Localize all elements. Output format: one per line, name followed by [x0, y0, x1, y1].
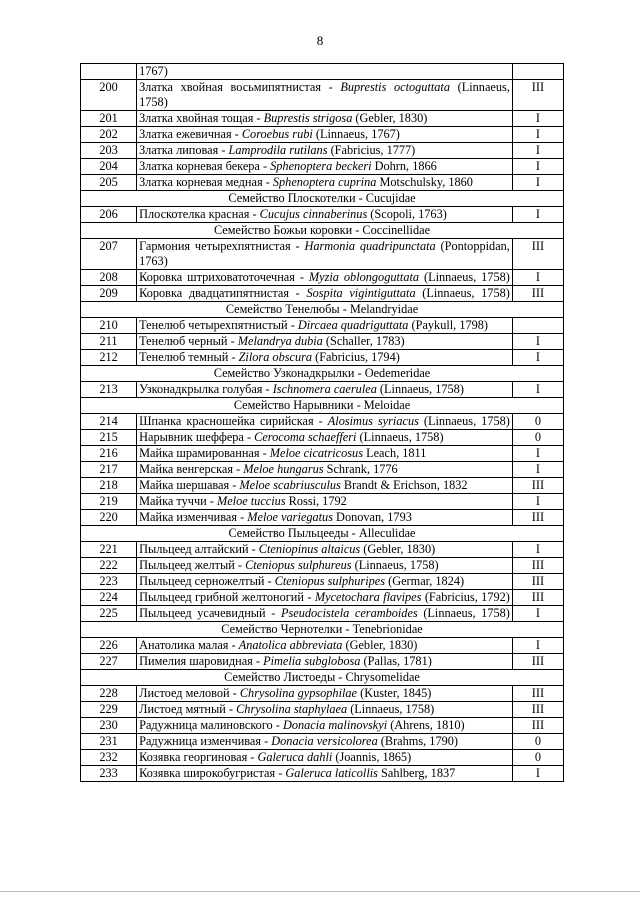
name-text: Златка липовая -	[139, 143, 229, 157]
name-text: (Linnaeus, 1758)	[139, 80, 510, 109]
name-text: (Paykull, 1798)	[408, 318, 489, 332]
name-text: (Ahrens, 1810)	[387, 718, 465, 732]
latin-name: Zilora obscura	[238, 350, 313, 364]
status-category: I	[512, 494, 563, 510]
name-text: Узконадкрылка голубая -	[139, 382, 273, 396]
species-name	[137, 478, 513, 494]
name-text: (Fabricius, 1792)	[421, 590, 510, 604]
species-name	[137, 574, 513, 590]
status-category: I	[512, 175, 563, 191]
name-text: (Linnaeus, 1758)	[418, 414, 510, 428]
species-number: 225	[81, 606, 137, 622]
species-name	[137, 542, 513, 558]
family-heading: Семейство Нарывники - Meloidae	[81, 398, 564, 414]
status-category: III	[512, 478, 563, 494]
species-number: 231	[81, 734, 137, 750]
name-text: (Linnaeus, 1758)	[351, 558, 439, 572]
name-text: Пимелия шаровидная -	[139, 654, 264, 668]
species-name	[137, 462, 513, 478]
name-text: (Schaller, 1783)	[322, 334, 405, 348]
species-number: 217	[81, 462, 137, 478]
status-category: 0	[512, 750, 563, 766]
latin-name: Lamprodila rutilans	[228, 143, 328, 157]
species-number: 203	[81, 143, 137, 159]
latin-name: Sospita vigintiguttata	[306, 286, 416, 300]
status-category: I	[512, 143, 563, 159]
species-name	[137, 111, 513, 127]
status-category: I	[512, 334, 563, 350]
species-row	[81, 318, 564, 334]
family-header-row	[81, 223, 564, 239]
status-category: 0	[512, 734, 563, 750]
species-row	[81, 111, 564, 127]
species-name	[137, 270, 513, 286]
species-name	[137, 334, 513, 350]
name-text: Златка хвойная тощая -	[139, 111, 264, 125]
latin-name: Meloe cicatricosus	[269, 446, 363, 460]
species-number: 204	[81, 159, 137, 175]
name-text: Плоскотелка красная -	[139, 207, 260, 221]
latin-name: Donacia malinovskyi	[282, 718, 388, 732]
latin-name: Pseudocistela ceramboides	[280, 606, 418, 620]
status-category: I	[512, 350, 563, 366]
name-text: Пыльцеед усачевидный -	[139, 606, 281, 620]
family-heading: Семейство Чернотелки - Tenebrionidae	[81, 622, 564, 638]
name-text: Майка шершавая -	[139, 478, 240, 492]
species-number: 210	[81, 318, 137, 334]
name-text: Rossi, 1792	[285, 494, 347, 508]
latin-name: Alosimus syriacus	[327, 414, 419, 428]
species-name	[137, 64, 513, 80]
species-name	[137, 590, 513, 606]
species-row	[81, 80, 564, 111]
name-text: Dohrn, 1866	[371, 159, 437, 173]
status-category: I	[512, 542, 563, 558]
species-name	[137, 718, 513, 734]
latin-name: Chrysolina staphylaea	[236, 702, 348, 716]
name-text: (Linnaeus, 1758)	[417, 606, 510, 620]
status-category	[512, 318, 563, 334]
species-name	[137, 239, 513, 270]
species-row	[81, 334, 564, 350]
species-row	[81, 638, 564, 654]
species-row	[81, 286, 564, 302]
species-row	[81, 270, 564, 286]
latin-name: Cteniopus sulphuripes	[274, 574, 386, 588]
name-text: (Linnaeus, 1758)	[415, 286, 510, 300]
species-row	[81, 430, 564, 446]
latin-name: Pimelia subglobosa	[263, 654, 361, 668]
name-text: Пыльцеед алтайский -	[139, 542, 259, 556]
latin-name: Melandrya dubia	[237, 334, 323, 348]
species-number: 233	[81, 766, 137, 782]
status-category: III	[512, 286, 563, 302]
species-row	[81, 478, 564, 494]
species-name	[137, 750, 513, 766]
species-row	[81, 143, 564, 159]
species-name	[137, 350, 513, 366]
status-category: I	[512, 207, 563, 223]
family-header-row	[81, 622, 564, 638]
species-row	[81, 382, 564, 398]
family-header-row	[81, 526, 564, 542]
species-name	[137, 494, 513, 510]
name-text: (Fabricius, 1794)	[312, 350, 400, 364]
name-text: Коровка двадцатипятнистая -	[139, 286, 307, 300]
species-row	[81, 64, 564, 80]
species-name	[137, 127, 513, 143]
species-number: 221	[81, 542, 137, 558]
latin-name: Mycetochara flavipes	[314, 590, 422, 604]
species-name	[137, 414, 513, 430]
latin-name: Donacia versicolorea	[271, 734, 378, 748]
species-name	[137, 510, 513, 526]
status-category: III	[512, 686, 563, 702]
latin-name: Sphenoptera beckeri	[270, 159, 372, 173]
species-number: 214	[81, 414, 137, 430]
species-number: 207	[81, 239, 137, 270]
species-table-body	[81, 64, 564, 782]
species-number: 228	[81, 686, 137, 702]
name-text: (Kuster, 1845)	[357, 686, 432, 700]
family-header-row	[81, 670, 564, 686]
latin-name: Galeruca dahli	[257, 750, 333, 764]
species-row	[81, 718, 564, 734]
family-heading: Семейство Плоскотелки - Cucujidae	[81, 191, 564, 207]
species-name	[137, 286, 513, 302]
species-name	[137, 558, 513, 574]
latin-name: Cteniopus sulphureus	[245, 558, 352, 572]
latin-name: Meloe variegatus	[247, 510, 333, 524]
name-text: (Linnaeus, 1758)	[347, 702, 435, 716]
species-name	[137, 638, 513, 654]
page-number: 8	[316, 33, 324, 48]
status-category: I	[512, 446, 563, 462]
family-heading: Семейство Божьи коровки - Coccinellidae	[81, 223, 564, 239]
name-text: Майка венгерская -	[139, 462, 244, 476]
species-name	[137, 175, 513, 191]
latin-name: Coroebus rubi	[241, 127, 313, 141]
species-row	[81, 510, 564, 526]
name-text: Козявка георгиновая -	[139, 750, 258, 764]
name-text: (Fabricius, 1777)	[327, 143, 416, 157]
species-row	[81, 574, 564, 590]
species-name	[137, 446, 513, 462]
species-number: 208	[81, 270, 137, 286]
latin-name: Dircaea quadriguttata	[297, 318, 409, 332]
species-number: 216	[81, 446, 137, 462]
name-text: Листоед меловой -	[139, 686, 240, 700]
latin-name: Sphenoptera cuprina	[272, 175, 377, 189]
status-category: III	[512, 510, 563, 526]
latin-name: Meloe tuccius	[216, 494, 286, 508]
species-row	[81, 766, 564, 782]
family-heading: Семейство Узконадкрылки - Oedemeridae	[81, 366, 564, 382]
species-name	[137, 318, 513, 334]
species-row	[81, 175, 564, 191]
status-category: I	[512, 638, 563, 654]
latin-name: Chrysolina gypsophilae	[239, 686, 358, 700]
species-name	[137, 702, 513, 718]
name-text: Тенелюб черный -	[139, 334, 238, 348]
species-row	[81, 702, 564, 718]
status-category: III	[512, 574, 563, 590]
name-text: Радужница малиновского -	[139, 718, 283, 732]
species-number	[81, 64, 137, 80]
species-number: 200	[81, 80, 137, 111]
status-category: I	[512, 462, 563, 478]
name-text: Пыльцеед желтый -	[139, 558, 246, 572]
name-text: Пыльцеед серножелтый -	[139, 574, 275, 588]
status-category: I	[512, 111, 563, 127]
name-text: Листоед мятный -	[139, 702, 237, 716]
species-number: 223	[81, 574, 137, 590]
name-text: (Joannis, 1865)	[332, 750, 412, 764]
name-text: Тенелюб темный -	[139, 350, 239, 364]
latin-name: Cerocoma schaefferi	[254, 430, 357, 444]
name-text: Пыльцеед грибной желтоногий -	[139, 590, 315, 604]
name-text: Sahlberg, 1837	[377, 766, 456, 780]
species-number: 202	[81, 127, 137, 143]
species-name	[137, 654, 513, 670]
species-number: 206	[81, 207, 137, 223]
status-category: I	[512, 159, 563, 175]
latin-name: Buprestis octoguttata	[340, 80, 450, 94]
family-header-row	[81, 398, 564, 414]
latin-name: Cteniopinus altaicus	[258, 542, 361, 556]
latin-name: Buprestis strigosa	[263, 111, 353, 125]
species-number: 219	[81, 494, 137, 510]
name-text: (Linnaeus, 1758)	[376, 382, 464, 396]
species-row	[81, 654, 564, 670]
species-row	[81, 750, 564, 766]
species-row	[81, 590, 564, 606]
species-row	[81, 734, 564, 750]
status-category: III	[512, 654, 563, 670]
species-row	[81, 446, 564, 462]
latin-name: Meloe hungarus	[243, 462, 324, 476]
status-category: III	[512, 80, 563, 111]
family-header-row	[81, 302, 564, 318]
species-number: 215	[81, 430, 137, 446]
species-row	[81, 494, 564, 510]
name-text: (Linnaeus, 1767)	[312, 127, 400, 141]
name-text: Златка ежевичная -	[139, 127, 242, 141]
species-name	[137, 143, 513, 159]
name-text: (Brahms, 1790)	[377, 734, 458, 748]
species-name	[137, 207, 513, 223]
bottom-divider	[0, 891, 640, 892]
name-text: Шпанка красношейка сирийская -	[139, 414, 328, 428]
species-number: 212	[81, 350, 137, 366]
status-category: I	[512, 766, 563, 782]
latin-name: Meloe scabriusculus	[239, 478, 341, 492]
species-number: 205	[81, 175, 137, 191]
species-number: 222	[81, 558, 137, 574]
species-name	[137, 734, 513, 750]
species-name	[137, 606, 513, 622]
species-number: 220	[81, 510, 137, 526]
species-name	[137, 766, 513, 782]
name-text: (Gebler, 1830)	[342, 638, 418, 652]
latin-name: Myzia oblongoguttata	[308, 270, 420, 284]
species-row	[81, 159, 564, 175]
latin-name: Harmonia quadripunctata	[304, 239, 436, 253]
status-category: III	[512, 590, 563, 606]
species-row	[81, 127, 564, 143]
name-text: Козявка широкобугристая -	[139, 766, 286, 780]
species-row	[81, 606, 564, 622]
name-text: Майка шрамированная -	[139, 446, 270, 460]
name-text: Brandt & Erichson, 1832	[340, 478, 468, 492]
latin-name: Anatolica abbreviata	[238, 638, 343, 652]
family-header-row	[81, 191, 564, 207]
status-category: I	[512, 270, 563, 286]
species-row	[81, 414, 564, 430]
species-row	[81, 207, 564, 223]
species-number: 211	[81, 334, 137, 350]
status-category	[512, 64, 563, 80]
status-category: III	[512, 702, 563, 718]
status-category: I	[512, 127, 563, 143]
name-text: (Pontoppidan, 1763)	[139, 239, 510, 268]
name-text: Motschulsky, 1860	[376, 175, 473, 189]
name-text: (Gebler, 1830)	[352, 111, 428, 125]
latin-name: Ischnomera caerulea	[272, 382, 377, 396]
species-row	[81, 350, 564, 366]
name-text: (Pallas, 1781)	[360, 654, 432, 668]
species-row	[81, 686, 564, 702]
status-category: III	[512, 558, 563, 574]
name-text: (Linnaeus, 1758)	[419, 270, 510, 284]
name-text: (Linnaeus, 1758)	[356, 430, 444, 444]
species-row	[81, 542, 564, 558]
name-text: Златка корневая медная -	[139, 175, 273, 189]
name-text: (Germar, 1824)	[385, 574, 465, 588]
species-name	[137, 686, 513, 702]
status-category: I	[512, 606, 563, 622]
species-number: 209	[81, 286, 137, 302]
name-text: Leach, 1811	[363, 446, 427, 460]
status-category: III	[512, 718, 563, 734]
species-table	[80, 63, 564, 782]
name-text: (Gebler, 1830)	[360, 542, 436, 556]
family-header-row	[81, 366, 564, 382]
family-heading: Семейство Пыльцееды - Alleculidae	[81, 526, 564, 542]
name-text: Майка изменчивая -	[139, 510, 248, 524]
species-number: 201	[81, 111, 137, 127]
name-text: Златка хвойная восьмипятнистая -	[139, 80, 341, 94]
name-text: (Scopoli, 1763)	[367, 207, 447, 221]
species-name	[137, 430, 513, 446]
status-category: III	[512, 239, 563, 270]
name-text: Коровка штриховатоточечная -	[139, 270, 309, 284]
name-text: Нарывник шеффера -	[139, 430, 255, 444]
species-number: 213	[81, 382, 137, 398]
species-number: 230	[81, 718, 137, 734]
name-text: Радужница изменчивая -	[139, 734, 272, 748]
name-text: Donovan, 1793	[332, 510, 412, 524]
name-text: Тенелюб четырехпятнистый -	[139, 318, 298, 332]
latin-name: Galeruca laticollis	[285, 766, 378, 780]
species-number: 229	[81, 702, 137, 718]
status-category: 0	[512, 414, 563, 430]
latin-name: Cucujus cinnaberinus	[259, 207, 368, 221]
species-number: 224	[81, 590, 137, 606]
species-name	[137, 80, 513, 111]
species-number: 226	[81, 638, 137, 654]
species-name	[137, 382, 513, 398]
status-category: 0	[512, 430, 563, 446]
species-name	[137, 159, 513, 175]
family-heading: Семейство Листоеды - Chrysomelidae	[81, 670, 564, 686]
name-text: Анатолика малая -	[139, 638, 239, 652]
status-category: I	[512, 382, 563, 398]
name-text: Гармония четырехпятнистая -	[139, 239, 305, 253]
name-text: 1767)	[139, 64, 168, 78]
name-text: Schrank, 1776	[323, 462, 398, 476]
species-number: 218	[81, 478, 137, 494]
name-text: Майка туччи -	[139, 494, 217, 508]
species-number: 232	[81, 750, 137, 766]
name-text: Златка корневая бекера -	[139, 159, 271, 173]
species-row	[81, 462, 564, 478]
family-heading: Семейство Тенелюбы - Melandryidae	[81, 302, 564, 318]
species-row	[81, 239, 564, 270]
species-number: 227	[81, 654, 137, 670]
species-row	[81, 558, 564, 574]
